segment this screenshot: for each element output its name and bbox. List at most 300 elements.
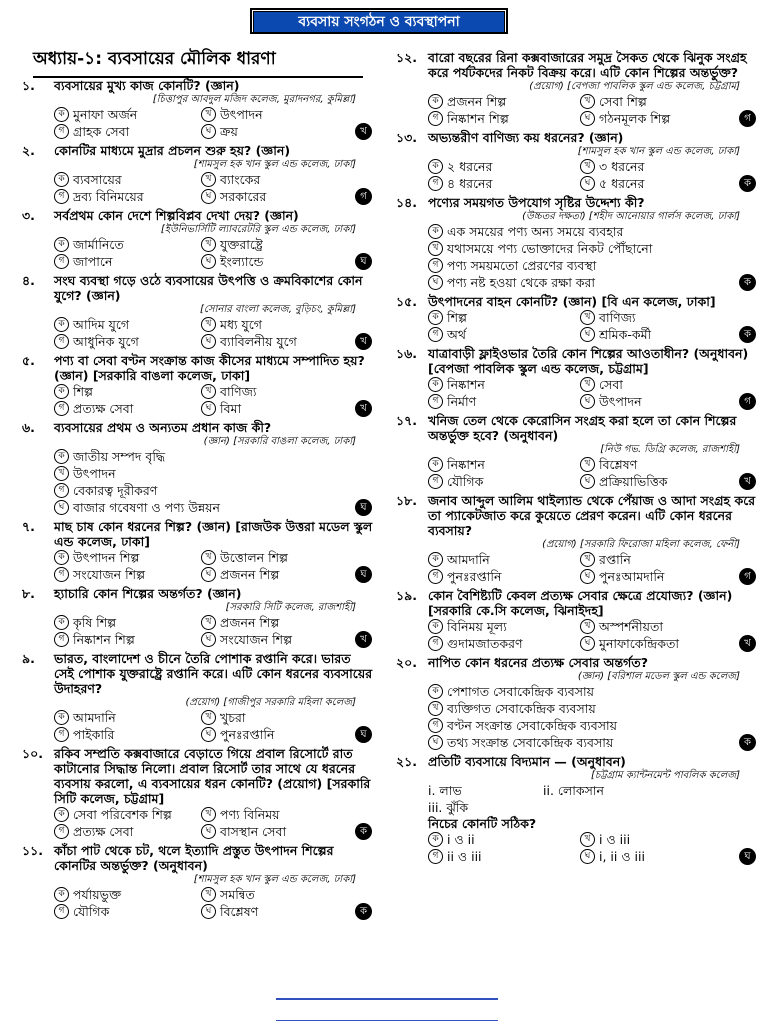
answer-badge: ঘ xyxy=(355,566,372,583)
question-text: ব্যবসায়ের মুখ্য কাজ কোনটি? (জ্ঞান) xyxy=(54,78,240,93)
statement: i. লাভ xyxy=(428,783,462,798)
option-text: প্রজনন শিল্প xyxy=(220,615,280,630)
option-marker: গ xyxy=(428,474,443,489)
option xyxy=(201,188,348,205)
chapter-title: অধ্যায়-১: ব্যবসায়ের মৌলিক ধারণা xyxy=(33,46,363,78)
option xyxy=(428,257,732,274)
question-number: ১৩. xyxy=(396,130,417,145)
option-text: ব্যাবিলনীয় যুগে xyxy=(220,334,297,349)
option-text: সংযোজন শিল্প xyxy=(220,632,293,647)
question-text: খনিজ তেল থেকে কেরোসিন সংগ্রহ করা হলে তা কোন শিল্পের অন্তর্ভুক্ত হবে? (অনুধাবন) xyxy=(428,413,737,443)
option-text: নিষ্কাশন শিল্প xyxy=(73,632,135,647)
option xyxy=(54,823,201,840)
question xyxy=(22,746,374,840)
statement-list xyxy=(428,782,658,816)
option-marker: খ xyxy=(201,237,216,252)
option-marker: ঘ xyxy=(201,254,216,269)
question-number: ৭. xyxy=(22,519,35,534)
subject-title-box xyxy=(250,8,508,34)
option-text: সংযোজন শিল্প xyxy=(73,567,146,582)
option-text: উত্তোলন শিল্প xyxy=(220,550,288,565)
option xyxy=(428,734,732,751)
option-text: কৃষি শিল্প xyxy=(73,615,117,630)
option-marker: ক xyxy=(428,457,443,472)
option-list xyxy=(428,309,758,343)
option-text: মুনাফা অর্জন xyxy=(73,107,138,122)
option-marker: খ xyxy=(428,241,443,256)
option xyxy=(428,717,732,734)
option xyxy=(201,236,348,253)
option xyxy=(54,448,348,465)
option xyxy=(580,110,732,127)
option-marker: গ xyxy=(428,849,443,864)
option xyxy=(54,614,201,631)
option-marker: ক xyxy=(54,449,69,464)
option-list xyxy=(54,106,374,140)
option-marker: ক xyxy=(54,807,69,822)
option-text: জাতীয় সম্পদ বৃদ্ধি xyxy=(73,449,166,464)
question-source: [চিত্তাপুর আবদুল মজিদ কলেজ, মুরাদনগর, কুমিল্লা] xyxy=(152,94,356,105)
question xyxy=(396,50,758,127)
answer-badge: ক xyxy=(739,326,756,343)
option-list xyxy=(54,806,374,840)
option-marker: খ xyxy=(580,377,595,392)
option-marker: ঘ xyxy=(580,636,595,651)
option xyxy=(54,171,201,188)
option-text: সেবা শিল্প xyxy=(599,94,647,109)
option xyxy=(54,400,201,417)
option xyxy=(201,316,348,333)
option-text: নিষ্কাশন শিল্প xyxy=(447,111,509,126)
option-marker: গ xyxy=(428,327,443,342)
option xyxy=(428,568,580,585)
question-number: ২. xyxy=(22,143,35,158)
option-text: বিমা xyxy=(220,401,242,416)
option-text: বাণিজ্য xyxy=(599,310,636,325)
option xyxy=(201,726,348,743)
option xyxy=(54,123,201,140)
option-marker: খ xyxy=(580,159,595,174)
option-marker: ঘ xyxy=(580,176,595,191)
option-marker: ঘ xyxy=(201,124,216,139)
option-list xyxy=(428,618,758,652)
option-text: বণ্টন সংক্রান্ত সেবাকেন্দ্রিক ব্যবসায় xyxy=(447,718,617,733)
question-text: বারো বছরের রিনা কক্সবাজারের সমুদ্র সৈকত থেকে ঝিনুক সংগ্রহ করে পর্যটকদের নিকট বিক্রয় করে। এটি কোন শিল্পের অন্তর্ভুক্ত? xyxy=(428,50,747,80)
option-marker: ক xyxy=(428,310,443,325)
option-text: পণ্য নষ্ট হওয়া থেকে রক্ষা করা xyxy=(447,275,596,290)
option-marker: খ xyxy=(201,887,216,902)
question-text: পণ্য বা সেবা বণ্টন সংক্রান্ত কাজ কীসের মাধ্যমে সম্পাদিত হয়? (জ্ঞান) [সরকারি বাঙলা কলেজ, ঢাকা] xyxy=(54,353,365,383)
question-text: ব্যবসায়ের প্রথম ও অন্যতম প্রধান কাজ কী? xyxy=(54,420,272,435)
option-text: উৎপাদন xyxy=(73,466,116,481)
option-list xyxy=(428,223,758,291)
answer-badge: গ xyxy=(739,568,756,585)
question-source: [শামসুল হক খান স্কুল এন্ড কলেজ, ঢাকা] xyxy=(193,874,356,885)
question-number: ১৭. xyxy=(396,413,417,428)
option-text: পর্যায়ভুক্ত xyxy=(73,887,122,902)
option-marker: ঘ xyxy=(428,735,443,750)
question xyxy=(22,651,374,743)
option-list xyxy=(54,171,374,205)
question-number: ৪. xyxy=(22,273,35,288)
question-source: (প্রয়োগ) [বেপজা পাবলিক স্কুল এন্ড কলেজ, চট্টগ্রাম] xyxy=(529,81,740,92)
option-marker: গ xyxy=(54,189,69,204)
question-text: হ্যাচারি কোন শিল্পের অন্তর্গত? (জ্ঞান) xyxy=(54,586,242,601)
option xyxy=(428,848,580,865)
question-source: [ইউনিভার্সিটি ল্যাবরেটরি স্কুল এন্ড কলেজ, ঢাকা] xyxy=(160,224,356,235)
answer-badge: খ xyxy=(355,123,372,140)
option xyxy=(201,903,348,920)
option xyxy=(201,614,348,631)
answer-badge: ঘ xyxy=(355,253,372,270)
option xyxy=(580,568,732,585)
option-list xyxy=(428,831,758,865)
option-text: প্রত্যক্ষ সেবা xyxy=(73,401,134,416)
footer-rule xyxy=(276,998,498,1021)
option-marker: ক xyxy=(54,615,69,630)
option-text: যথাসময়ে পণ্য ভোক্তাদের নিকট পৌঁছানো xyxy=(447,241,653,256)
left-column xyxy=(22,78,374,923)
option-marker: গ xyxy=(428,176,443,191)
option xyxy=(54,566,201,583)
option-marker: খ xyxy=(201,384,216,399)
option-text: রপ্তানি xyxy=(599,552,631,567)
question-number: ১০. xyxy=(22,746,43,761)
option xyxy=(54,499,348,516)
question xyxy=(22,353,374,417)
question-number: ৫. xyxy=(22,353,35,368)
option xyxy=(580,473,732,490)
option-marker: ঘ xyxy=(201,334,216,349)
option-text: তথ্য সংক্রান্ত সেবাকেন্দ্রিক ব্যবসায় xyxy=(447,735,614,750)
answer-badge: গ xyxy=(355,188,372,205)
question xyxy=(396,493,758,585)
statement: iii. ঝুঁকি xyxy=(428,800,469,815)
answer-badge: খ xyxy=(355,333,372,350)
option-text: প্রজনন শিল্প xyxy=(220,567,280,582)
option xyxy=(54,465,348,482)
option-text: সেবা xyxy=(599,377,623,392)
option xyxy=(201,253,348,270)
option-text: বাজার গবেষণা ও পণ্য উন্নয়ন xyxy=(73,500,220,515)
option xyxy=(428,240,732,257)
option xyxy=(54,549,201,566)
option-text: আদিম যুগে xyxy=(73,317,130,332)
option-list xyxy=(54,236,374,270)
option-text: নিষ্কাশন xyxy=(447,377,485,392)
question-text: মাছ চাষ কোন ধরনের শিল্প? (জ্ঞান) [রাজউক উত্তরা মডেল স্কুল এন্ড কলেজ, ঢাকা] xyxy=(54,519,373,549)
option-text: গঠনমূলক শিল্প xyxy=(599,111,671,126)
option-marker: খ xyxy=(580,457,595,472)
option xyxy=(54,726,201,743)
option-marker: খ xyxy=(201,807,216,822)
option xyxy=(428,635,580,652)
option-text: ব্যাংকের xyxy=(220,172,261,187)
option-list xyxy=(54,709,374,743)
option xyxy=(201,383,348,400)
question-text: যাত্রাবাড়ী ফ্লাইওভার তৈরি কোন শিল্পের আওতাধীন? (অনুধাবন) [বেপজা পাবলিক স্কুল এন্ড কলেজ, চট্টগ্রাম] xyxy=(428,346,749,376)
option-list xyxy=(54,886,374,920)
question xyxy=(396,413,758,490)
option xyxy=(580,376,732,393)
question-source: (জ্ঞান) [বরিশাল মডেল স্কুল এন্ড কলেজ] xyxy=(577,671,740,682)
option-text: শিল্প xyxy=(447,310,467,325)
option-list xyxy=(428,376,758,410)
option-list xyxy=(54,383,374,417)
question-text: সংঘ ব্যবস্থা গড়ে ওঠে ব্যবসায়ের উৎপত্তি ও ক্রমবিকাশের কোন যুগে? (জ্ঞান) xyxy=(54,273,363,303)
option-text: বাসস্থান সেবা xyxy=(220,824,287,839)
option xyxy=(580,831,732,848)
option-marker: গ xyxy=(428,718,443,733)
option xyxy=(580,618,732,635)
option xyxy=(201,171,348,188)
option-text: পণ্য বিনিময় xyxy=(220,807,280,822)
option-marker: ঘ xyxy=(580,849,595,864)
option xyxy=(580,393,732,410)
option-marker: ঘ xyxy=(580,111,595,126)
option xyxy=(54,188,201,205)
option-marker: ক xyxy=(428,377,443,392)
question-text: অভ্যন্তরীণ বাণিজ্য কয় ধরনের? (জ্ঞান) xyxy=(428,130,624,145)
option-text: i ও ii xyxy=(447,832,475,847)
option-text: মুনাফাকেন্দ্রিকতা xyxy=(599,636,679,651)
option-marker: খ xyxy=(201,615,216,630)
option-marker: ক xyxy=(54,710,69,725)
option-text: পণ্য সময়মতো প্রেরণের ব্যবস্থা xyxy=(447,258,597,273)
question-number: ১৮. xyxy=(396,493,417,508)
option-text: পুনঃআমদানি xyxy=(599,569,665,584)
question-text: উৎপাদনের বাহন কোনটি? (জ্ঞান) [বি এন কলেজ, ঢাকা] xyxy=(428,294,716,309)
option xyxy=(428,376,580,393)
question-source: [সোনার বাংলা কলেজ, বুড়িচং, কুমিল্লা] xyxy=(199,304,356,315)
option-marker: ক xyxy=(428,224,443,239)
option-marker: গ xyxy=(428,394,443,409)
option xyxy=(54,886,201,903)
question-number: ৯. xyxy=(22,651,35,666)
option xyxy=(201,123,348,140)
option-text: ৪ ধরনের xyxy=(447,176,493,191)
option xyxy=(428,831,580,848)
option xyxy=(428,158,580,175)
question-text: জনাব আব্দুল আলিম থাইল্যান্ড থেকে পেঁয়াজ ও আদা সংগ্রহ করে তা প্যাকেটজাত করে কুয়েতে প্রেরণ করেন। এটি কোন ধরনের ব্যবসায়? xyxy=(428,493,756,538)
option xyxy=(428,393,580,410)
answer-badge: গ xyxy=(739,393,756,410)
question xyxy=(22,208,374,270)
option xyxy=(54,709,201,726)
option-marker: ঘ xyxy=(580,327,595,342)
question-number: ১৪. xyxy=(396,195,417,210)
option-marker: গ xyxy=(54,727,69,742)
option xyxy=(428,473,580,490)
option-marker: খ xyxy=(201,550,216,565)
question xyxy=(396,195,758,291)
option-text: নির্মাণ xyxy=(447,394,477,409)
option xyxy=(428,618,580,635)
option xyxy=(580,93,732,110)
option xyxy=(580,158,732,175)
option xyxy=(580,309,732,326)
option-text: অস্পর্শনীয়তা xyxy=(599,619,663,634)
option xyxy=(54,333,201,350)
option-marker: ক xyxy=(428,159,443,174)
answer-badge: খ xyxy=(739,635,756,652)
option-text: জাপানে xyxy=(73,254,113,269)
option xyxy=(428,274,732,291)
answer-badge: খ xyxy=(355,631,372,648)
option xyxy=(201,400,348,417)
option-marker: খ xyxy=(580,832,595,847)
option-text: উৎপাদন xyxy=(599,394,642,409)
sub-question: নিচের কোনটি সঠিক? xyxy=(428,816,537,831)
option-marker: ক xyxy=(428,552,443,567)
option-marker: গ xyxy=(54,483,69,498)
answer-badge: ক xyxy=(739,734,756,751)
question-text: রকিব সম্প্রতি কক্সবাজারে বেড়াতে গিয়ে প্রবাল রিসোর্টে রাত কাটানোর সিদ্ধান্ত নিলো। প্রবাল রিসোর্ট তার সাথে যে ধরনের ব্যবসায় করলো, এ ব্যবসায়ের ধরন কোনটি? (প্রয়োগ) [সরকারি সিটি কলেজ, চট্টগ্রাম] xyxy=(54,746,371,806)
option-text: পেশাগত সেবাকেন্দ্রিক ব্যবসায় xyxy=(447,684,594,699)
question-source: [সরকারি সিটি কলেজ, রাজশাহী] xyxy=(225,602,356,613)
option-text: নিষ্কাশন xyxy=(447,457,485,472)
option-marker: ঘ xyxy=(580,394,595,409)
option-marker: ঘ xyxy=(580,569,595,584)
answer-badge: গ xyxy=(739,110,756,127)
option-text: শিল্প xyxy=(73,384,93,399)
option-text: ক্রয় xyxy=(220,124,238,139)
question xyxy=(396,130,758,192)
answer-badge: খ xyxy=(355,400,372,417)
option xyxy=(201,806,348,823)
option-marker: ক xyxy=(428,832,443,847)
option-marker: খ xyxy=(201,317,216,332)
question xyxy=(22,420,374,516)
option-marker: খ xyxy=(580,619,595,634)
option-marker: ঘ xyxy=(201,727,216,742)
option xyxy=(580,848,732,865)
option-text: যৌগিক xyxy=(73,904,110,919)
option-text: উৎপাদন শিল্প xyxy=(73,550,140,565)
answer-badge: খ xyxy=(739,473,756,490)
option-text: বিশ্লেষণ xyxy=(220,904,259,919)
option-list xyxy=(54,614,374,648)
question-number: ১৫. xyxy=(396,294,417,309)
question-number: ২১. xyxy=(396,754,417,769)
option-marker: ক xyxy=(54,107,69,122)
option-marker: গ xyxy=(428,258,443,273)
option-marker: খ xyxy=(580,94,595,109)
option xyxy=(580,456,732,473)
option xyxy=(54,236,201,253)
question xyxy=(22,843,374,920)
option-text: অর্থ xyxy=(447,327,466,342)
option-marker: গ xyxy=(428,636,443,651)
question xyxy=(22,273,374,350)
option-text: এক সময়ের পণ্য অন্য সময়ে ব্যবহার xyxy=(447,224,624,239)
question xyxy=(22,143,374,205)
option xyxy=(428,309,580,326)
option-text: উৎপাদন xyxy=(220,107,263,122)
question xyxy=(22,519,374,583)
option-text: প্রক্রিয়াভিত্তিক xyxy=(599,474,668,489)
option-text: আধুনিক যুগে xyxy=(73,334,139,349)
option-text: ২ ধরনের xyxy=(447,159,493,174)
option-text: বাণিজ্য xyxy=(220,384,257,399)
option-marker: ক xyxy=(54,887,69,902)
option-marker: ক xyxy=(428,684,443,699)
question-source: [শামসুল হক খান স্কুল এন্ড কলেজ, ঢাকা] xyxy=(193,159,356,170)
option-list xyxy=(54,316,374,350)
question-source: [শামসুল হক খান স্কুল এন্ড কলেজ, ঢাকা] xyxy=(577,146,740,157)
question-text: কাঁচা পাট থেকে চট, থলে ইত্যাদি প্রস্তুত উৎপাদন শিল্পের কোনটির অন্তর্ভুক্ত? (অনুধাবন) xyxy=(54,843,334,873)
option-marker: ক xyxy=(54,550,69,565)
question-text: পণ্যের সময়গত উপযোগ সৃষ্টির উদ্দেশ্য কী? xyxy=(428,195,645,210)
question-number: ১৯. xyxy=(396,588,417,603)
option-marker: ক xyxy=(54,317,69,332)
option-text: ব্যবসায়ের xyxy=(73,172,122,187)
question-text: কোনটির মাধ্যমে মুদ্রার প্রচলন শুরু হয়? (জ্ঞান) xyxy=(54,143,291,158)
option xyxy=(201,823,348,840)
option xyxy=(428,93,580,110)
option-text: বেকারত্ব দূরীকরণ xyxy=(73,483,158,498)
answer-badge: ক xyxy=(355,903,372,920)
question-source: [চট্টগ্রাম ক্যান্টনমেন্ট পাবলিক কলেজ] xyxy=(590,770,740,781)
subject-title: ব্যবসায় সংগঠন ও ব্যবস্থাপনা xyxy=(253,11,505,33)
option xyxy=(201,549,348,566)
option-text: সরকারের xyxy=(220,189,267,204)
option-text: ii ও iii xyxy=(447,849,482,864)
option-list xyxy=(428,93,758,127)
option xyxy=(201,886,348,903)
question xyxy=(22,78,374,140)
statement: ii. লোকসান xyxy=(543,783,604,798)
question xyxy=(396,655,758,751)
option xyxy=(428,700,732,717)
question-number: ১২. xyxy=(396,50,417,65)
option xyxy=(54,903,201,920)
option-marker: ঘ xyxy=(201,824,216,839)
option-marker: ক xyxy=(54,237,69,252)
question-text: প্রতিটি ব্যবসায়ে বিদ্যমান — (অনুধাবন) xyxy=(428,754,626,769)
option-list xyxy=(54,448,374,516)
question-number: ১৬. xyxy=(396,346,417,361)
option-text: সেবা পরিবেশক শিল্প xyxy=(73,807,172,822)
option-marker: গ xyxy=(54,124,69,139)
option-marker: গ xyxy=(428,111,443,126)
option-text: আমদানি xyxy=(447,552,490,567)
option-marker: গ xyxy=(54,904,69,919)
answer-badge: ক xyxy=(355,823,372,840)
right-column xyxy=(396,50,758,868)
option-marker: ঘ xyxy=(201,632,216,647)
question-number: ৮. xyxy=(22,586,35,601)
option-text: ব্যক্তিগত সেবাকেন্দ্রিক ব্যবসায় xyxy=(447,701,596,716)
option-list xyxy=(54,549,374,583)
option-text: আমদানি xyxy=(73,710,116,725)
option xyxy=(201,566,348,583)
option xyxy=(201,333,348,350)
question xyxy=(396,754,758,865)
option-list xyxy=(428,158,758,192)
option-list xyxy=(428,456,758,490)
option xyxy=(54,482,348,499)
option-text: পুনঃরপ্তানি xyxy=(220,727,275,742)
option xyxy=(428,456,580,473)
question-source: (প্রয়োগ) [সরকারি ফিরোজা মহিলা কলেজ, ফেনী] xyxy=(542,539,740,550)
option-marker: ঘ xyxy=(54,500,69,515)
option-marker: ঘ xyxy=(201,904,216,919)
option xyxy=(428,175,580,192)
option-text: যৌগিক xyxy=(447,474,484,489)
answer-badge: ঘ xyxy=(355,499,372,516)
option-text: পুনঃরপ্তানি xyxy=(447,569,502,584)
